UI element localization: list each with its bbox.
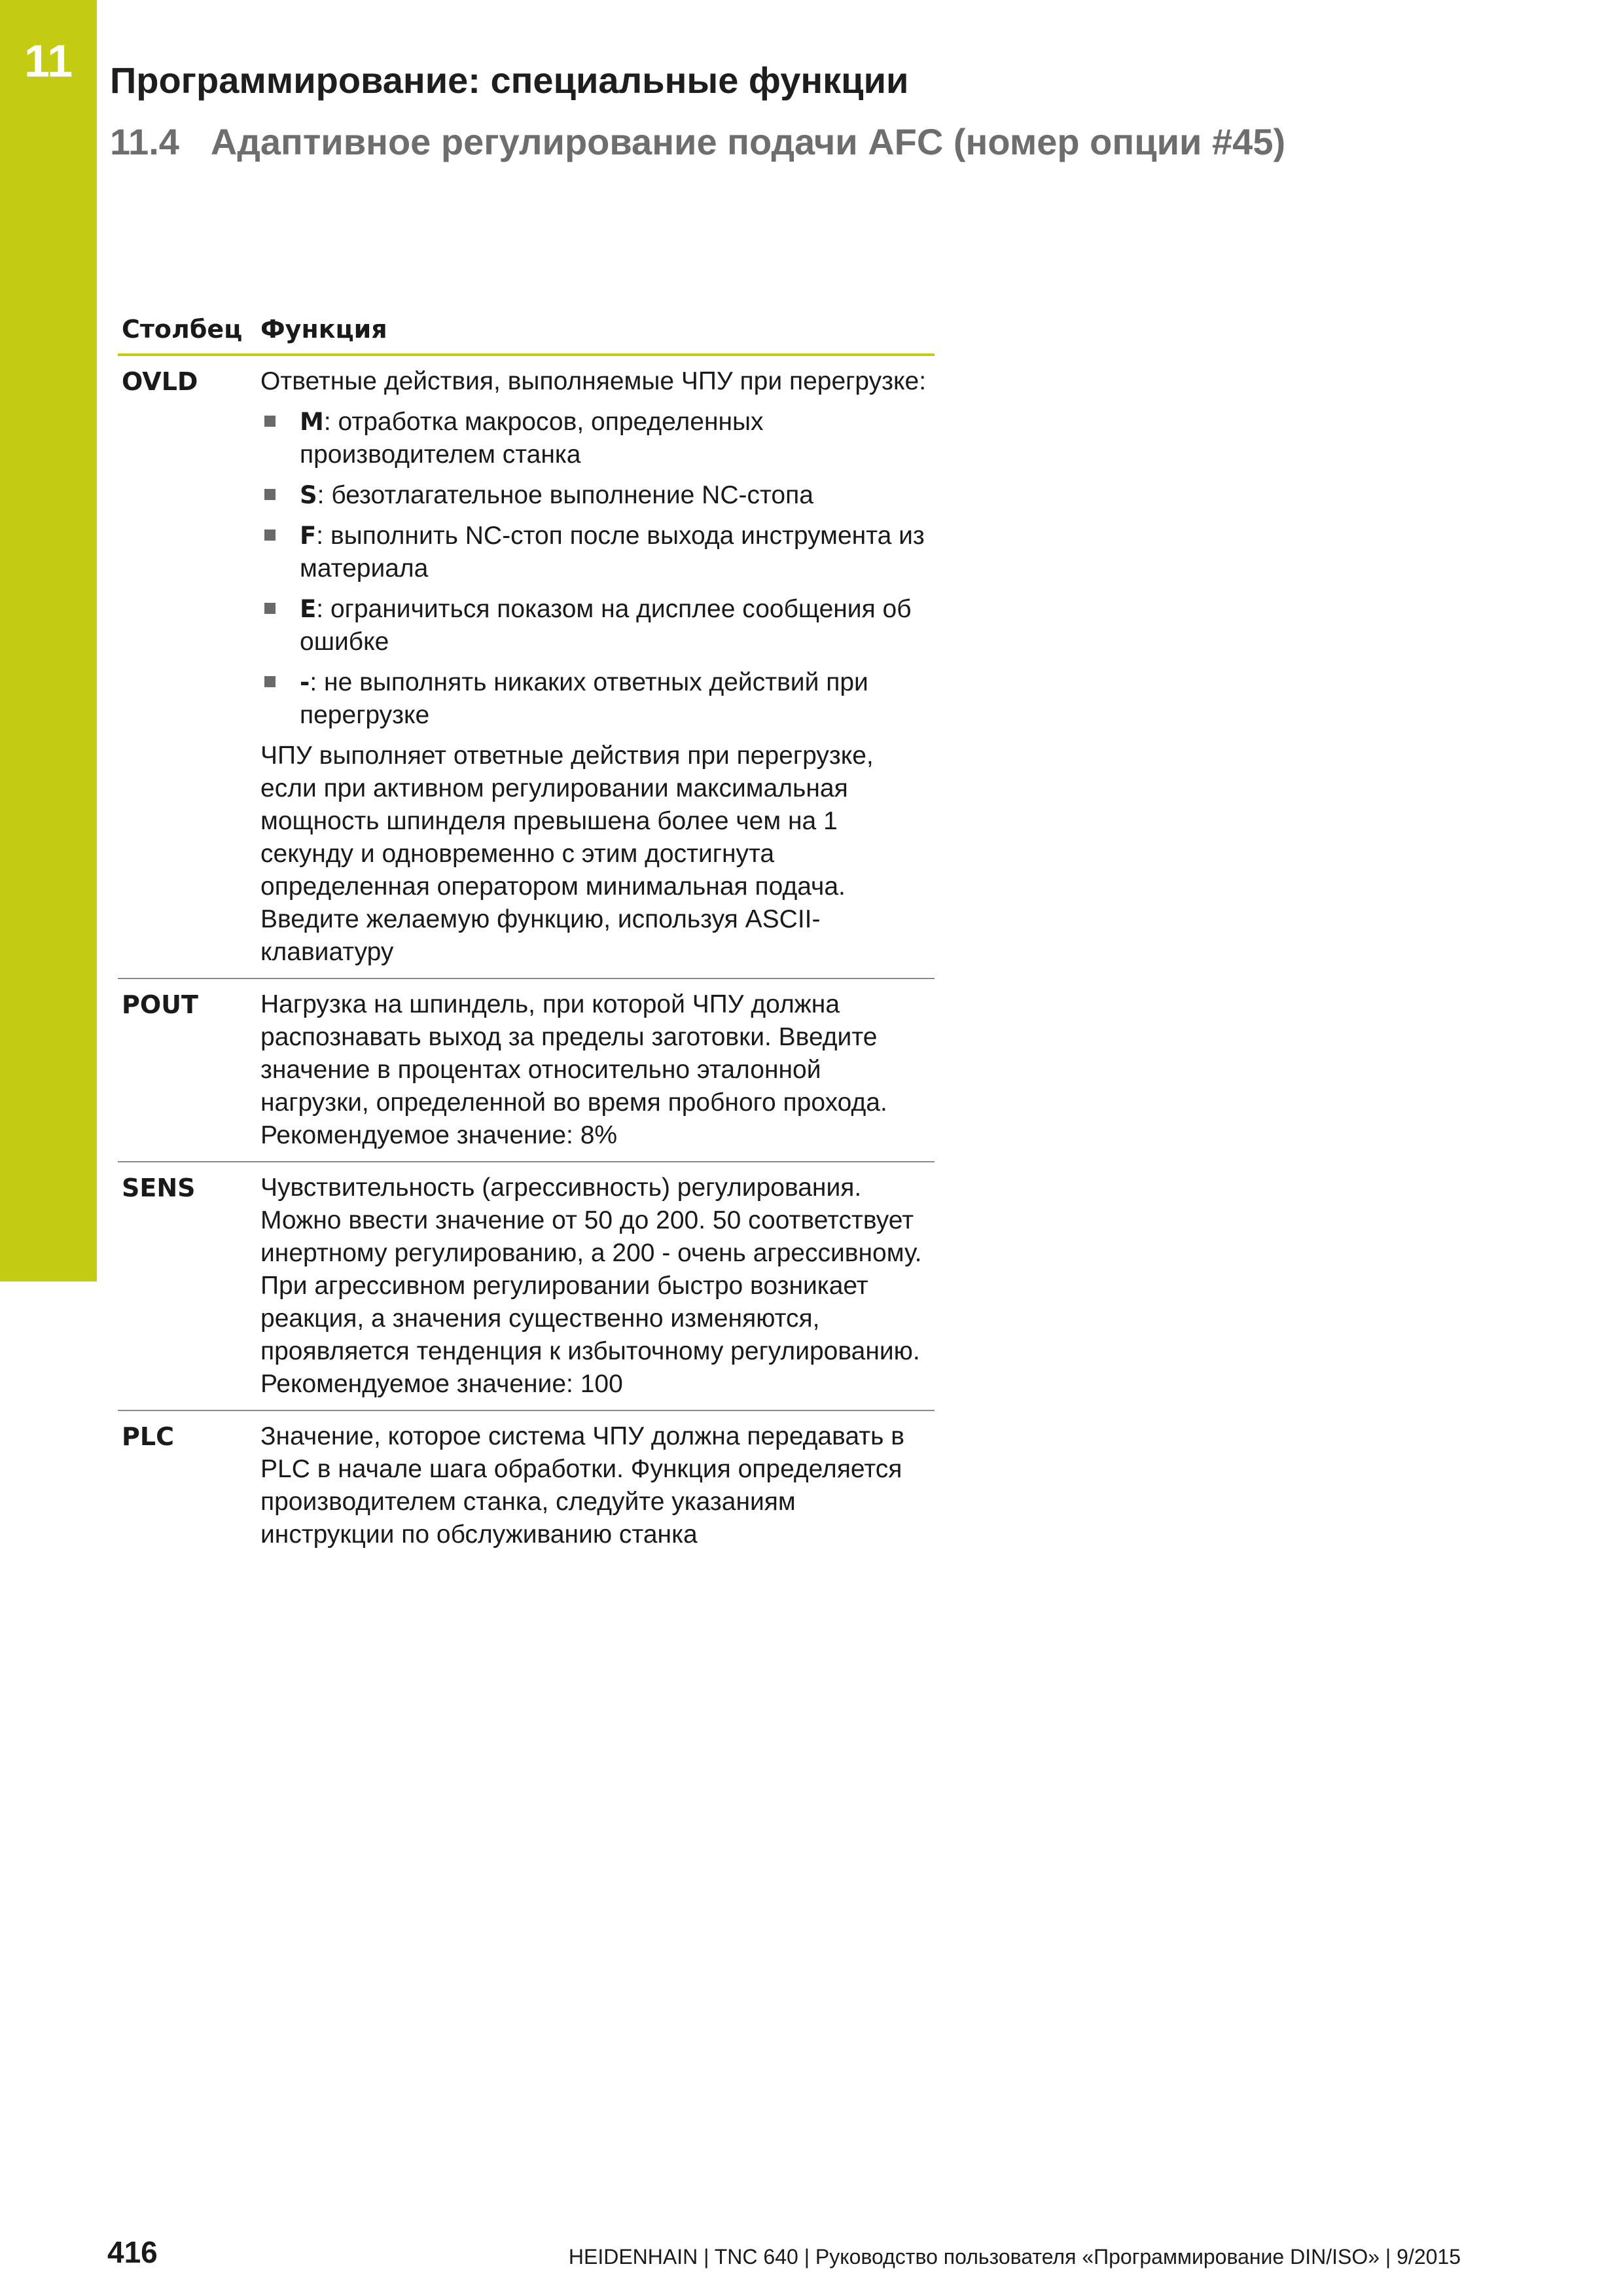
option-text: : ограничиться показом на дисплее сообщения об ошибке [300,595,912,656]
option-list [260,406,931,732]
option-text: : выполнить NC-стоп после выхода инструмента из материала [300,522,925,583]
section-title: Адаптивное регулирование подачи AFC (номер опции #45) [210,121,1286,162]
option-code: S [300,481,317,509]
option-code: E [300,595,317,623]
list-item [260,593,931,658]
option-code: F [300,522,317,550]
table-row-plc [118,1410,935,1560]
list-item [260,406,931,471]
option-text: : не выполнять никаких ответных действий при перегрузке [300,668,868,729]
param-description: Чувствительность (агрессивность) регулирования. Можно ввести значение от 50 до 200. 50 соответствует инертному регулированию, а 200 - очень агрессивному. При агрессивном регулировании быстро возникает реакция, а значения существенно изменяются, проявляется тенденция к избыточному регулированию. Рекомендуемое значение: 100 [260,1174,922,1398]
table-row-pout [118,978,935,1162]
param-description: Значение, которое система ЧПУ должна передавать в PLC в начале шага обработки. Функция определяется производителем станка, следуйте указаниям инструкции по обслуживанию станка [260,1422,904,1549]
section-heading [110,122,1285,162]
option-text: : безотлагательное выполнение NC-стопа [317,481,813,509]
square-bullet-icon [264,416,276,427]
square-bullet-icon [264,489,276,500]
square-bullet-icon [264,529,276,541]
table-row-sens [118,1162,935,1410]
option-code: M [300,408,324,436]
square-bullet-icon [264,676,276,687]
param-name: PLC [122,1422,174,1451]
list-item [260,666,931,732]
list-item [260,520,931,585]
chapter-title: Программирование: специальные функции [110,60,909,101]
column-header-column: Столбец [118,308,257,355]
param-name: POUT [122,990,198,1019]
param-description-cell [257,355,935,978]
param-name: OVLD [122,367,198,396]
table-header-row [118,308,935,355]
parameter-table [118,308,935,1560]
option-code: - [300,668,310,696]
chapter-side-bar [0,0,97,1282]
param-name: SENS [122,1174,196,1202]
footer-text: HEIDENHAIN | TNC 640 | Руководство пользователя «Программирование DIN/ISO» | 9/2015 [568,2245,1461,2269]
table-row-ovld [118,355,935,978]
column-header-function: Функция [257,308,935,355]
param-note: ЧПУ выполняет ответные действия при перегрузке, если при активном регулировании максимальная мощность шпинделя превышена более чем на 1 секунду и одновременно с этим достигнута определенная оператором минимальная подача. Введите желаемую функцию, используя ASCII-клавиатуру [260,742,874,966]
page-number: 416 [107,2235,158,2269]
square-bullet-icon [264,603,276,614]
option-text: : отработка макросов, определенных производителем станка [300,408,764,469]
param-description: Нагрузка на шпиндель, при которой ЧПУ должна распознавать выход за пределы заготовки. Введите значение в процентах относительно эталонной нагрузки, определенной во время пробного прохода. Рекомендуемое значение: 8% [260,990,887,1149]
param-description: Ответные действия, выполняемые ЧПУ при перегрузке: [260,367,927,395]
list-item [260,479,931,512]
section-number: 11.4 [110,121,179,162]
chapter-number: 11 [24,35,73,86]
